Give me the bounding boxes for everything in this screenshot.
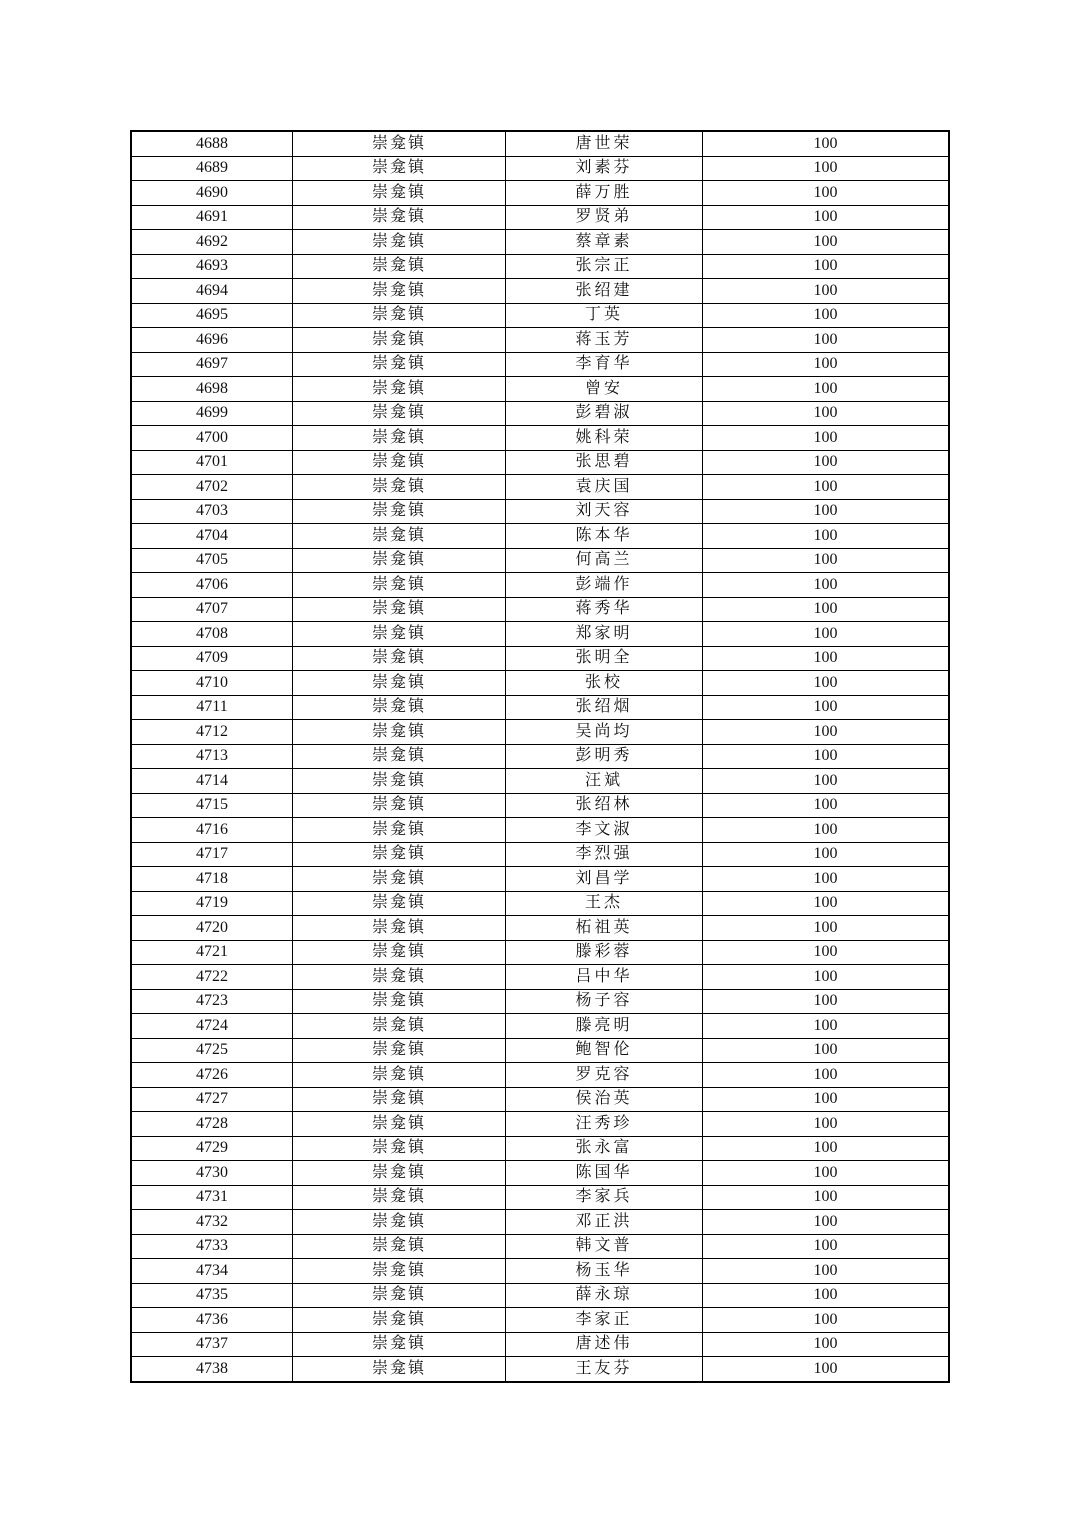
person-name-cell: 唐世荣 [506,131,703,156]
row-number-cell: 4705 [131,548,293,573]
row-number-cell: 4728 [131,1112,293,1137]
amount-cell: 100 [703,1112,950,1137]
table-row [131,1259,949,1284]
town-cell: 崇龛镇 [293,1259,506,1284]
town-cell: 崇龛镇 [293,499,506,524]
person-name-cell: 蔡章素 [506,230,703,255]
town-cell: 崇龛镇 [293,230,506,255]
amount-cell: 100 [703,1332,950,1357]
table-row [131,131,949,156]
row-number-cell: 4712 [131,720,293,745]
town-cell: 崇龛镇 [293,842,506,867]
amount-cell: 100 [703,622,950,647]
table-row [131,1136,949,1161]
table-row [131,181,949,206]
row-number-cell: 4709 [131,646,293,671]
town-cell: 崇龛镇 [293,940,506,965]
amount-cell: 100 [703,303,950,328]
table-row [131,279,949,304]
table-row [131,548,949,573]
town-cell: 崇龛镇 [293,1136,506,1161]
person-name-cell: 吕中华 [506,965,703,990]
amount-cell: 100 [703,1357,950,1382]
table-row [131,352,949,377]
row-number-cell: 4706 [131,573,293,598]
row-number-cell: 4691 [131,205,293,230]
person-name-cell: 袁庆国 [506,475,703,500]
row-number-cell: 4698 [131,377,293,402]
amount-cell: 100 [703,450,950,475]
town-cell: 崇龛镇 [293,524,506,549]
row-number-cell: 4721 [131,940,293,965]
table-row [131,230,949,255]
row-number-cell: 4690 [131,181,293,206]
row-number-cell: 4723 [131,989,293,1014]
town-cell: 崇龛镇 [293,1063,506,1088]
table-row [131,1087,949,1112]
town-cell: 崇龛镇 [293,1332,506,1357]
table-row [131,695,949,720]
town-cell: 崇龛镇 [293,1234,506,1259]
town-cell: 崇龛镇 [293,279,506,304]
amount-cell: 100 [703,1283,950,1308]
amount-cell: 100 [703,597,950,622]
town-cell: 崇龛镇 [293,1087,506,1112]
town-cell: 崇龛镇 [293,720,506,745]
amount-cell: 100 [703,671,950,696]
person-name-cell: 薛永琼 [506,1283,703,1308]
person-name-cell: 鲍智伦 [506,1038,703,1063]
amount-cell: 100 [703,573,950,598]
table-row [131,156,949,181]
table-row [131,1357,949,1382]
table-row [131,818,949,843]
row-number-cell: 4716 [131,818,293,843]
person-name-cell: 唐述伟 [506,1332,703,1357]
amount-cell: 100 [703,989,950,1014]
row-number-cell: 4717 [131,842,293,867]
row-number-cell: 4707 [131,597,293,622]
row-number-cell: 4735 [131,1283,293,1308]
town-cell: 崇龛镇 [293,818,506,843]
amount-cell: 100 [703,940,950,965]
row-number-cell: 4694 [131,279,293,304]
town-cell: 崇龛镇 [293,769,506,794]
amount-cell: 100 [703,720,950,745]
row-number-cell: 4708 [131,622,293,647]
row-number-cell: 4724 [131,1014,293,1039]
table-row [131,989,949,1014]
town-cell: 崇龛镇 [293,181,506,206]
amount-cell: 100 [703,1038,950,1063]
row-number-cell: 4689 [131,156,293,181]
person-name-cell: 丁英 [506,303,703,328]
row-number-cell: 4703 [131,499,293,524]
town-cell: 崇龛镇 [293,254,506,279]
row-number-cell: 4697 [131,352,293,377]
row-number-cell: 4710 [131,671,293,696]
amount-cell: 100 [703,965,950,990]
table-row [131,1185,949,1210]
person-name-cell: 张绍烟 [506,695,703,720]
amount-cell: 100 [703,131,950,156]
table-row [131,793,949,818]
table-row [131,426,949,451]
row-number-cell: 4720 [131,916,293,941]
person-name-cell: 蒋秀华 [506,597,703,622]
row-number-cell: 4732 [131,1210,293,1235]
amount-cell: 100 [703,1185,950,1210]
amount-cell: 100 [703,695,950,720]
row-number-cell: 4726 [131,1063,293,1088]
table-row [131,1161,949,1186]
person-name-cell: 张绍林 [506,793,703,818]
table-row [131,622,949,647]
town-cell: 崇龛镇 [293,916,506,941]
table-row [131,1038,949,1063]
table-row [131,450,949,475]
table-row [131,671,949,696]
amount-cell: 100 [703,328,950,353]
amount-cell: 100 [703,744,950,769]
person-name-cell: 侯治英 [506,1087,703,1112]
table-row [131,744,949,769]
person-name-cell: 李家兵 [506,1185,703,1210]
row-number-cell: 4718 [131,867,293,892]
table-row [131,1332,949,1357]
person-name-cell: 彭端作 [506,573,703,598]
row-number-cell: 4727 [131,1087,293,1112]
person-name-cell: 刘天容 [506,499,703,524]
amount-cell: 100 [703,401,950,426]
town-cell: 崇龛镇 [293,573,506,598]
amount-cell: 100 [703,793,950,818]
town-cell: 崇龛镇 [293,867,506,892]
row-number-cell: 4711 [131,695,293,720]
row-number-cell: 4713 [131,744,293,769]
row-number-cell: 4714 [131,769,293,794]
person-name-cell: 李家正 [506,1308,703,1333]
person-name-cell: 张思碧 [506,450,703,475]
person-name-cell: 汪斌 [506,769,703,794]
row-number-cell: 4719 [131,891,293,916]
amount-cell: 100 [703,646,950,671]
town-cell: 崇龛镇 [293,965,506,990]
table-row [131,328,949,353]
person-name-cell: 杨子容 [506,989,703,1014]
person-name-cell: 姚科荣 [506,426,703,451]
row-number-cell: 4715 [131,793,293,818]
person-name-cell: 滕彩蓉 [506,940,703,965]
amount-cell: 100 [703,475,950,500]
table-row [131,1014,949,1039]
row-number-cell: 4730 [131,1161,293,1186]
town-cell: 崇龛镇 [293,303,506,328]
amount-cell: 100 [703,352,950,377]
table-row [131,916,949,941]
person-name-cell: 张明全 [506,646,703,671]
row-number-cell: 4736 [131,1308,293,1333]
town-cell: 崇龛镇 [293,156,506,181]
person-name-cell: 王杰 [506,891,703,916]
town-cell: 崇龛镇 [293,426,506,451]
amount-cell: 100 [703,1014,950,1039]
table-row [131,401,949,426]
row-number-cell: 4729 [131,1136,293,1161]
town-cell: 崇龛镇 [293,475,506,500]
row-number-cell: 4701 [131,450,293,475]
person-name-cell: 罗贤弟 [506,205,703,230]
table-row [131,842,949,867]
town-cell: 崇龛镇 [293,1210,506,1235]
person-name-cell: 李育华 [506,352,703,377]
person-name-cell: 蒋玉芳 [506,328,703,353]
amount-cell: 100 [703,254,950,279]
table-row [131,303,949,328]
table-row [131,1283,949,1308]
town-cell: 崇龛镇 [293,377,506,402]
row-number-cell: 4696 [131,328,293,353]
table-row [131,377,949,402]
amount-cell: 100 [703,279,950,304]
amount-cell: 100 [703,426,950,451]
row-number-cell: 4695 [131,303,293,328]
person-name-cell: 邓正洪 [506,1210,703,1235]
person-name-cell: 陈国华 [506,1161,703,1186]
person-name-cell: 张永富 [506,1136,703,1161]
town-cell: 崇龛镇 [293,989,506,1014]
row-number-cell: 4734 [131,1259,293,1284]
amount-cell: 100 [703,1063,950,1088]
amount-cell: 100 [703,156,950,181]
table-row [131,769,949,794]
row-number-cell: 4699 [131,401,293,426]
person-name-cell: 曾安 [506,377,703,402]
amount-cell: 100 [703,230,950,255]
person-name-cell: 罗克容 [506,1063,703,1088]
table-row [131,205,949,230]
amount-cell: 100 [703,1259,950,1284]
town-cell: 崇龛镇 [293,744,506,769]
table-row [131,1063,949,1088]
table-row [131,867,949,892]
person-name-cell: 杨玉华 [506,1259,703,1284]
amount-cell: 100 [703,769,950,794]
table-row [131,597,949,622]
person-name-cell: 何高兰 [506,548,703,573]
row-number-cell: 4700 [131,426,293,451]
table-row [131,965,949,990]
row-number-cell: 4702 [131,475,293,500]
row-number-cell: 4704 [131,524,293,549]
town-cell: 崇龛镇 [293,205,506,230]
town-cell: 崇龛镇 [293,1161,506,1186]
table-row [131,524,949,549]
row-number-cell: 4725 [131,1038,293,1063]
amount-cell: 100 [703,548,950,573]
row-number-cell: 4693 [131,254,293,279]
amount-cell: 100 [703,916,950,941]
row-number-cell: 4688 [131,131,293,156]
person-name-cell: 彭碧淑 [506,401,703,426]
town-cell: 崇龛镇 [293,1038,506,1063]
town-cell: 崇龛镇 [293,1112,506,1137]
amount-cell: 100 [703,891,950,916]
amount-cell: 100 [703,377,950,402]
town-cell: 崇龛镇 [293,131,506,156]
town-cell: 崇龛镇 [293,793,506,818]
amount-cell: 100 [703,1234,950,1259]
person-name-cell: 汪秀珍 [506,1112,703,1137]
row-number-cell: 4692 [131,230,293,255]
person-name-cell: 滕亮明 [506,1014,703,1039]
table-row [131,646,949,671]
town-cell: 崇龛镇 [293,328,506,353]
table-row [131,1308,949,1333]
person-name-cell: 张校 [506,671,703,696]
person-name-cell: 张宗正 [506,254,703,279]
table-row [131,1210,949,1235]
amount-cell: 100 [703,524,950,549]
town-cell: 崇龛镇 [293,695,506,720]
person-name-cell: 陈本华 [506,524,703,549]
table-row [131,720,949,745]
row-number-cell: 4738 [131,1357,293,1382]
table-row [131,1234,949,1259]
amount-cell: 100 [703,1087,950,1112]
town-cell: 崇龛镇 [293,401,506,426]
person-name-cell: 刘昌学 [506,867,703,892]
amount-cell: 100 [703,867,950,892]
person-name-cell: 王友芬 [506,1357,703,1382]
subsidy-roster-table [130,130,950,1383]
town-cell: 崇龛镇 [293,450,506,475]
amount-cell: 100 [703,1161,950,1186]
person-name-cell: 刘素芬 [506,156,703,181]
row-number-cell: 4731 [131,1185,293,1210]
town-cell: 崇龛镇 [293,548,506,573]
table-row [131,475,949,500]
row-number-cell: 4737 [131,1332,293,1357]
person-name-cell: 李烈强 [506,842,703,867]
person-name-cell: 吴尚均 [506,720,703,745]
table-row [131,940,949,965]
row-number-cell: 4722 [131,965,293,990]
person-name-cell: 韩文普 [506,1234,703,1259]
table-row [131,499,949,524]
town-cell: 崇龛镇 [293,622,506,647]
amount-cell: 100 [703,1136,950,1161]
town-cell: 崇龛镇 [293,597,506,622]
amount-cell: 100 [703,842,950,867]
amount-cell: 100 [703,499,950,524]
town-cell: 崇龛镇 [293,891,506,916]
town-cell: 崇龛镇 [293,1014,506,1039]
amount-cell: 100 [703,818,950,843]
town-cell: 崇龛镇 [293,1185,506,1210]
town-cell: 崇龛镇 [293,1357,506,1382]
table-row [131,573,949,598]
amount-cell: 100 [703,205,950,230]
amount-cell: 100 [703,1210,950,1235]
table-row [131,891,949,916]
amount-cell: 100 [703,181,950,206]
person-name-cell: 柘祖英 [506,916,703,941]
town-cell: 崇龛镇 [293,352,506,377]
table-row [131,254,949,279]
town-cell: 崇龛镇 [293,671,506,696]
row-number-cell: 4733 [131,1234,293,1259]
person-name-cell: 张绍建 [506,279,703,304]
amount-cell: 100 [703,1308,950,1333]
table-row [131,1112,949,1137]
person-name-cell: 薛万胜 [506,181,703,206]
person-name-cell: 郑家明 [506,622,703,647]
town-cell: 崇龛镇 [293,646,506,671]
person-name-cell: 彭明秀 [506,744,703,769]
person-name-cell: 李文淑 [506,818,703,843]
roster-table-body [131,131,949,1382]
town-cell: 崇龛镇 [293,1308,506,1333]
town-cell: 崇龛镇 [293,1283,506,1308]
